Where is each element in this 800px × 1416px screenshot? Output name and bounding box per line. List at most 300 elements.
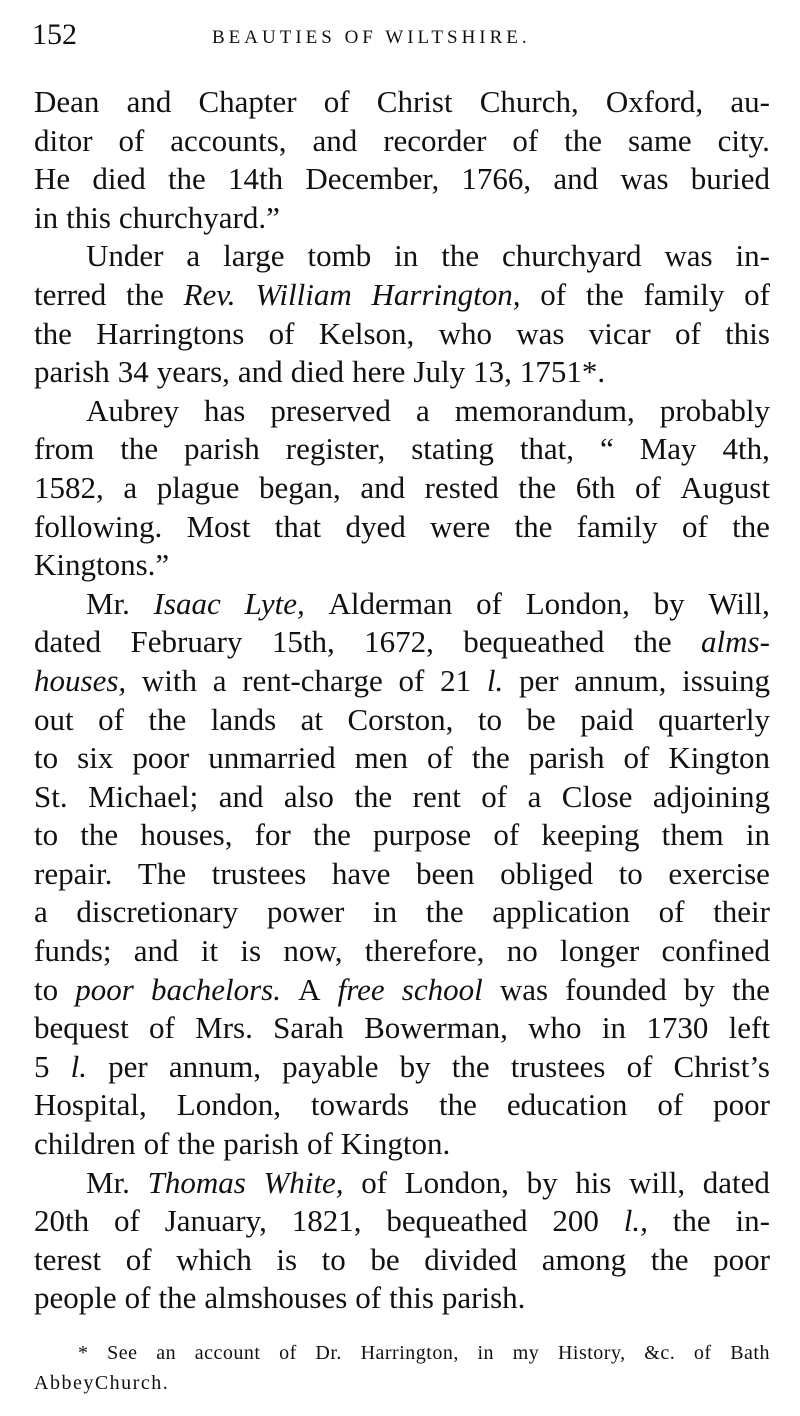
word: the [80,817,119,853]
text-line [34,1279,770,1318]
text-line [34,430,770,469]
word: and [360,469,406,505]
word: six [77,740,114,776]
word: the [158,1280,197,1316]
text-line [34,816,770,855]
word: of [114,1203,140,1239]
word: poor [132,740,190,776]
word: city. [717,122,770,158]
word: that, [519,431,575,467]
word: of [125,1241,152,1277]
word: Chapter [198,84,297,119]
word: Corston, [347,701,454,737]
word: bequest [34,1010,129,1046]
word: in [745,817,770,853]
word: for [254,817,291,853]
word: the [312,817,351,853]
word: the [177,1126,216,1162]
text-line [34,276,770,315]
text-line [34,662,770,701]
word: 6th [575,469,616,505]
word: in- [735,238,770,274]
word: parish [223,1126,300,1162]
word: years, [156,354,230,390]
word: buried [690,161,770,197]
word: Mrs. [195,1010,253,1046]
word: of [626,1048,653,1084]
word: of [681,508,708,544]
word: 1730 [646,1010,709,1046]
word: account [194,1342,261,1364]
word: a [415,392,430,428]
word: Dean [34,84,100,119]
text-line [34,546,770,585]
word: 1751*. [519,354,606,390]
word: by [653,585,685,621]
word: memorandum, [454,392,635,428]
word: of [355,1280,382,1316]
word: the [167,161,206,197]
italic-word: poor [75,971,134,1007]
word: funds; [34,933,112,969]
text-line [34,778,770,817]
italic-word: Thomas [147,1164,246,1200]
word: a [527,778,542,814]
word: Bath [730,1342,770,1364]
word: Most [186,508,251,544]
word: unmarried [208,740,336,776]
word: Christ’s [673,1048,770,1084]
word: this [725,315,770,351]
word: been [416,855,475,891]
word: February [130,624,243,660]
word: was [516,315,565,351]
word: the [451,1048,490,1084]
word: the [148,701,187,737]
word: by [683,971,715,1007]
word: discretionary [76,894,239,930]
text-line [34,83,770,122]
word: May [639,431,697,467]
word: Hospital, [34,1087,147,1123]
word: churchyard [502,238,642,274]
word: children [34,1126,136,1162]
word: at [300,701,324,737]
word: trustees [211,855,307,891]
word: of [481,778,508,814]
word: power [266,894,345,930]
text-line [34,1125,770,1164]
word: parish [34,354,110,390]
word: of [744,276,770,312]
word: See [107,1342,138,1364]
word: in [34,199,59,235]
word: a [186,238,201,274]
word: the [564,122,603,158]
italic-word: school [401,971,483,1007]
italic-word: l., [623,1203,648,1239]
word: towards [310,1087,410,1123]
word: the [585,276,624,312]
word: poor [713,1087,770,1123]
word: now, [283,933,343,969]
word: payable [282,1048,379,1084]
word: their [713,894,770,930]
word: longer [560,933,640,969]
word: to [34,971,59,1007]
word: 34 [117,354,149,390]
word: was [499,971,549,1007]
word: family [576,508,658,544]
word: the [732,508,770,544]
word: 20th [34,1203,90,1239]
word: no [506,933,538,969]
word: dated [34,624,102,660]
word: out [34,701,74,737]
word: repair. [34,855,113,891]
word: Church, [479,84,579,119]
word: parish. [441,1280,526,1316]
word: this [66,199,111,235]
word: the [732,971,770,1007]
word: and [312,122,358,158]
word: of [361,1164,388,1200]
word: January, [164,1203,267,1239]
word: to [321,1241,346,1277]
text-line [34,122,770,161]
word: the [120,431,159,467]
word: his [575,1164,612,1200]
word: of [143,1126,170,1162]
word: London, [176,1087,281,1123]
italic-word: houses, [34,662,127,698]
word: education [506,1087,628,1123]
word: of [634,469,661,505]
word: trustees [510,1048,606,1084]
word: Kington. [340,1126,451,1162]
word: of [118,122,145,158]
body-text [34,83,770,1318]
word: 15th, [271,624,335,660]
word: who [438,315,492,351]
running-title: BEAUTIES OF WILTSHIRE. [212,27,531,48]
word: the [439,1087,477,1123]
footnote [34,1338,770,1398]
text-line [34,1009,770,1048]
text-line [34,392,770,431]
word: the [633,624,672,660]
footnote-line [34,1338,770,1368]
word: London, [404,1164,509,1200]
word: of [398,662,425,698]
word: Sarah [273,1010,344,1046]
word: 1582, [34,469,104,505]
word: them [661,817,724,853]
word: History, [557,1342,626,1364]
word: 1821, [291,1203,362,1239]
word: annum, [168,1048,261,1084]
word: it [200,933,219,969]
text-line [34,1048,770,1087]
italic-word: Rev. [183,276,236,312]
text-line [34,353,770,392]
word: Oxford, [605,84,704,119]
word: who [528,1010,582,1046]
text-line [34,623,770,662]
word: Kingtons.” [34,547,170,583]
word: of [657,1087,684,1123]
word: is [276,1241,298,1277]
word: 13, [473,354,512,390]
word: stating [411,431,494,467]
word: quarterly [658,701,770,737]
word: houses, [140,817,233,853]
word: was [664,238,713,274]
word: A [298,971,321,1007]
word: in [373,894,398,930]
word: confined [661,933,770,969]
word: rested [424,469,499,505]
italic-word: free [337,971,385,1007]
word: terest [34,1241,102,1277]
word: of [426,740,453,776]
word: and [126,84,172,119]
word: of [149,1010,175,1046]
word: therefore, [364,933,485,969]
word: following. [34,508,163,544]
word: in [477,1342,495,1364]
word: large [223,238,285,274]
italic-word: White, [263,1164,344,1200]
word: the [514,508,553,544]
word: Harrington, [360,1342,459,1364]
word: parish [528,740,605,776]
page-number: 152 [32,18,77,51]
word: of [693,1342,712,1364]
footnote-line [34,1368,770,1398]
word: issuing [682,662,770,698]
word: founded [565,971,667,1007]
word: 5 [34,1048,50,1084]
italic-word: Harrington, [371,276,521,312]
word: of [307,1126,333,1162]
word: same [628,122,692,158]
word: Alderman [328,585,453,621]
word: St. [34,778,68,814]
word: the [672,1203,711,1239]
word: the [441,238,480,274]
text-line [34,1202,770,1241]
word: register, [285,431,386,467]
word: have [331,855,391,891]
word: exercise [668,855,770,891]
word: Close [561,778,633,814]
word: 200 [552,1203,599,1239]
word: plague [156,469,240,505]
word: to [34,740,59,776]
word: my [512,1342,540,1364]
italic-word: Lyte, [244,585,305,621]
word: Under [86,238,164,274]
word: paid [580,701,634,737]
word: He [34,161,71,197]
word: died [290,354,345,390]
word: began, [258,469,341,505]
word: left [728,1010,770,1046]
word: of [268,315,295,351]
word: a [123,469,138,505]
word: bequeathed [463,624,605,660]
word: dated [702,1164,770,1200]
word: December, [305,161,440,197]
word: among [541,1241,627,1277]
word: were [430,508,491,544]
text-line [34,893,770,932]
word: bequeathed [386,1203,528,1239]
word: August [680,469,770,505]
word: annum, [574,662,667,698]
word: Harringtons [96,315,245,351]
word: Bowerman, [364,1010,508,1046]
word: lands [210,701,277,737]
word: of [323,84,350,119]
text-line [34,701,770,740]
word: 4th, [722,431,770,467]
word: terred [34,276,107,312]
word: ditor [34,122,93,158]
text-line [34,508,770,547]
italic-word: William [255,276,352,312]
running-head [32,18,772,58]
word: accounts, [170,122,287,158]
word: The [137,855,187,891]
word: and [553,161,599,197]
word: tomb [307,238,372,274]
word: “ [600,431,614,467]
word: Mr. [86,585,130,621]
word: by [526,1164,558,1200]
word: the [34,315,72,351]
word: 14th [228,161,284,197]
word: au- [730,84,770,119]
text-line [34,1086,770,1125]
word: is [240,933,262,969]
word: here [352,354,406,390]
word: men [354,740,408,776]
text-line [34,932,770,971]
word: obliged [500,855,594,891]
word: of [658,894,685,930]
word: of [623,740,650,776]
word: Kington [668,740,770,776]
word: of [493,817,520,853]
word: the [425,894,464,930]
word: per [518,662,559,698]
word: Kelson, [318,315,415,351]
text-line [34,585,770,624]
italic-word: alms- [701,624,770,660]
word: with [141,662,197,698]
word: parish [184,431,260,467]
word: in- [735,1203,770,1239]
word: of [279,1342,297,1364]
word: 1672, [364,624,434,660]
word: 1766, [461,161,532,197]
word: Michael; [88,778,199,814]
word: of [476,585,502,621]
word: and [133,933,179,969]
word: Will, [708,585,770,621]
word: in [394,238,419,274]
word: application [492,894,631,930]
text-line [34,971,770,1010]
word: Christ [376,84,453,119]
word: a [212,662,227,698]
word: vicar [588,315,651,351]
word: purpose [373,817,472,853]
word: almshouses [204,1280,348,1316]
italic-word: Isaac [153,585,221,621]
word: of [124,1280,151,1316]
word: recorder [383,122,487,158]
word: to [618,855,643,891]
word: keeping [541,817,640,853]
word: in [601,1010,626,1046]
word: has [204,392,246,428]
word: of [540,276,567,312]
word: adjoining [652,778,770,814]
word: July [413,354,466,390]
word: the [471,740,510,776]
word: * [78,1342,89,1364]
word: will, [629,1164,686,1200]
text-line [34,739,770,778]
word: per [108,1048,148,1084]
italic-word: l. [70,1048,87,1084]
word: divided [424,1241,518,1277]
word: rent [412,778,461,814]
word: 21 [440,662,472,698]
word: the [126,276,164,312]
word: London, [525,585,630,621]
text-line [34,1164,770,1203]
text-line [34,855,770,894]
word: be [370,1241,400,1277]
word: was [620,161,669,197]
word: &c. [644,1342,676,1364]
word: Aubrey [86,392,179,428]
word: which [176,1241,252,1277]
word: be [526,701,556,737]
word: people [34,1280,117,1316]
word: by [399,1048,431,1084]
word: also [283,778,334,814]
word: Dr. [315,1342,342,1364]
word: the [650,1241,689,1277]
word: probably [659,392,770,428]
word: poor [713,1241,770,1277]
word: from [34,431,95,467]
italic-word: l. [486,662,504,698]
text-line [34,199,770,238]
word: the [354,778,393,814]
word: Mr. [86,1164,130,1200]
text-line [34,1241,770,1280]
text-line [34,160,770,199]
text-line [34,315,770,354]
word: to [477,701,503,737]
word: this [389,1280,434,1316]
